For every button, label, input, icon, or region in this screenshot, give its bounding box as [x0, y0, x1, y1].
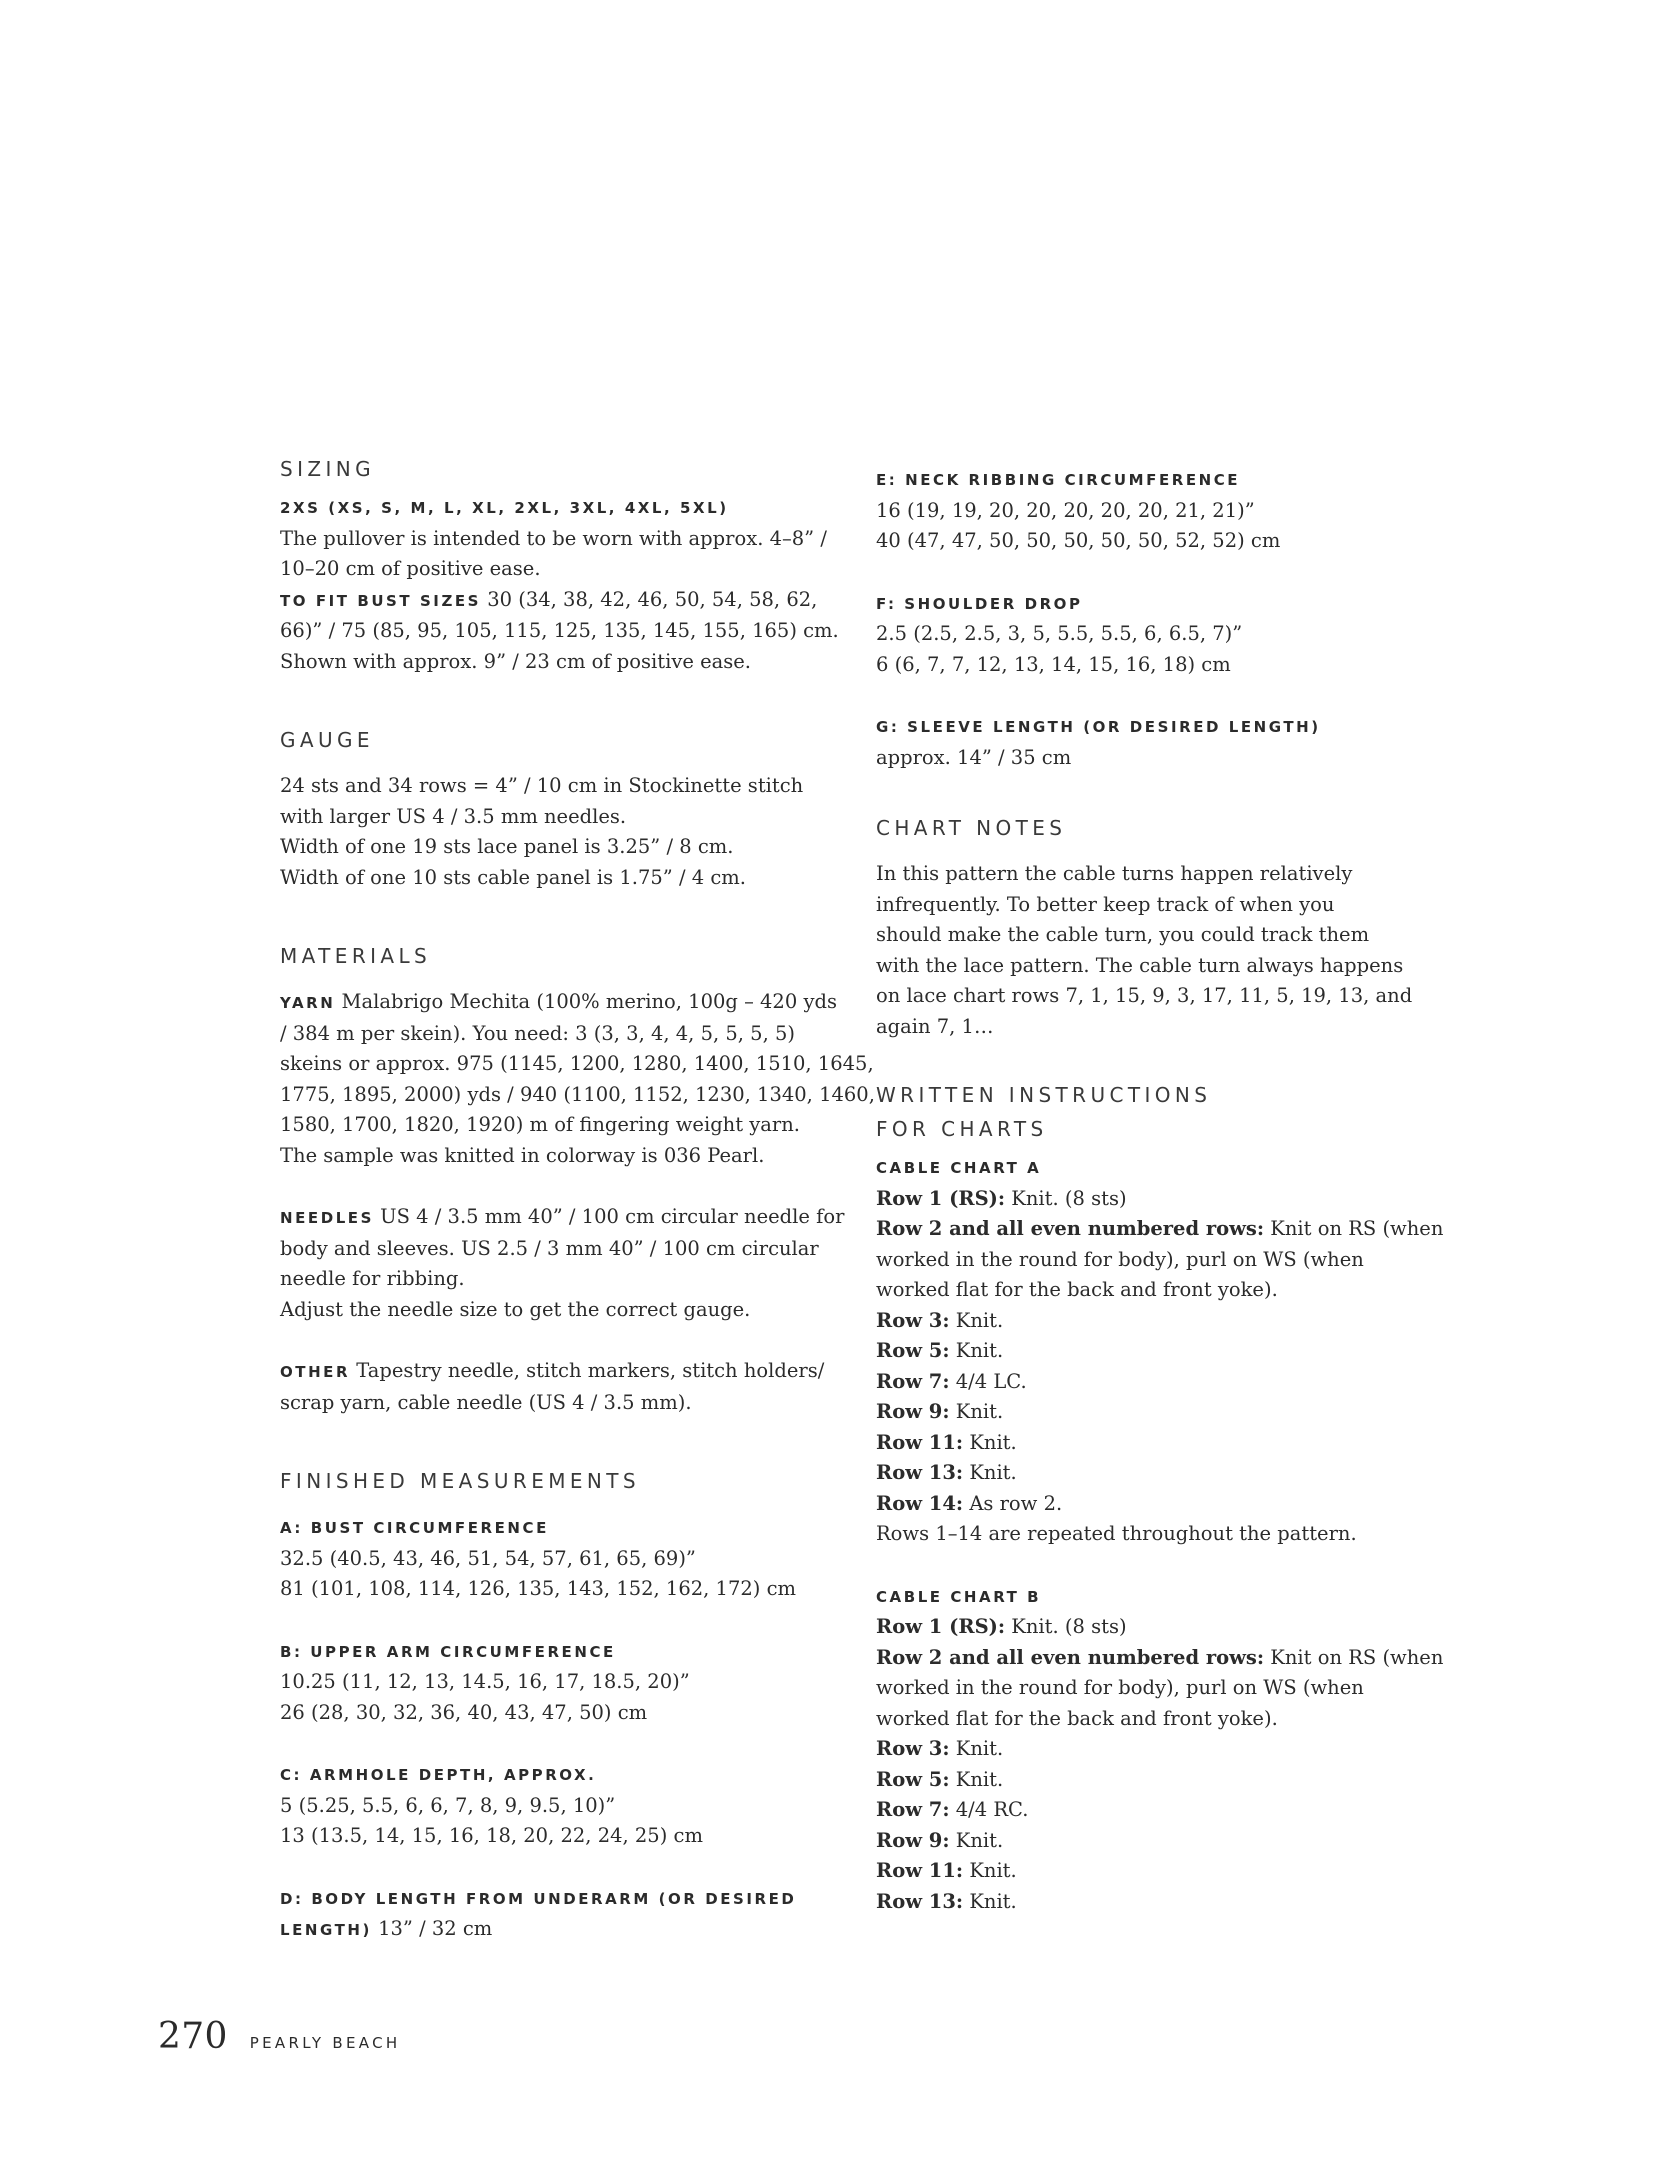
left-column — [280, 452, 875, 1946]
row-label: Row 3: — [876, 1308, 950, 1332]
row-label: Row 1 (RS): — [876, 1615, 1006, 1638]
text-line: with larger US 4 / 3.5 mm needles. — [280, 804, 627, 828]
section-title-chart-notes: CHART NOTES — [876, 816, 1067, 840]
text-line: worked flat for the back and front yoke). — [876, 1278, 1278, 1301]
text-line: In this pattern the cable turns happen relatively — [876, 862, 1353, 885]
text-line: 10–20 cm of positive ease. — [280, 557, 541, 580]
section-title-sizing: SIZING — [280, 457, 376, 481]
text-line: Width of one 10 sts cable panel is 1.75” / 4 cm. — [280, 865, 746, 889]
instruction-row — [876, 1428, 1436, 1459]
row-label: Row 11: — [876, 1859, 964, 1882]
cable-chart-b-label: CABLE CHART B — [876, 1587, 1042, 1606]
row-label: Row 7: — [876, 1798, 950, 1821]
other-line — [280, 1356, 840, 1388]
row-label: Row 2 and all even numbered rows: — [876, 1645, 1265, 1669]
instruction-row — [876, 1397, 1436, 1428]
text-line: The sample was knitted in colorway is 036 Pearl. — [280, 1143, 765, 1167]
measurement-d-value-line — [280, 1914, 840, 1946]
cable-chart-a-label: CABLE CHART A — [876, 1159, 1042, 1177]
right-column — [876, 464, 1444, 1917]
instruction-row — [876, 1765, 1436, 1796]
row-text: Knit. — [963, 1859, 1017, 1882]
row-label: Row 1 (RS): — [876, 1186, 1006, 1210]
instruction-row — [876, 1184, 1436, 1215]
text-line: 16 (19, 19, 20, 20, 20, 20, 20, 21, 21)” — [876, 498, 1255, 522]
text-line: 81 (101, 108, 114, 126, 135, 143, 152, 162, 172) cm — [280, 1577, 796, 1600]
row-label: Row 13: — [876, 1889, 964, 1913]
measurement-g-label-line — [876, 711, 1436, 743]
measurement-a-label: A: BUST CIRCUMFERENCE — [280, 1519, 549, 1537]
measurement-g-label: G: SLEEVE LENGTH (OR DESIRED LENGTH) — [876, 718, 1321, 736]
measurement-e-label: E: NECK RIBBING CIRCUMFERENCE — [876, 471, 1241, 489]
section-title-written-instructions: WRITTEN INSTRUCTIONS — [876, 1083, 1212, 1107]
row-label: Row 14: — [876, 1491, 964, 1515]
running-title: PEARLY BEACH — [249, 2034, 401, 2052]
instruction-row — [876, 1367, 1436, 1398]
row-text: 4/4 LC. — [949, 1369, 1027, 1393]
text-line: worked in the round for body), purl on WS (when — [876, 1676, 1364, 1699]
text-line: 10.25 (11, 12, 13, 14.5, 16, 17, 18.5, 20)” — [280, 1670, 690, 1693]
measurement-b-label: B: UPPER ARM CIRCUMFERENCE — [280, 1642, 616, 1661]
page-footer — [158, 2016, 400, 2057]
measurement-a-label-line — [280, 1512, 840, 1544]
row-label: Row 5: — [876, 1767, 950, 1791]
text-line: Rows 1–14 are repeated throughout the pattern. — [876, 1522, 1357, 1545]
needles-value: US 4 / 3.5 mm 40” / 100 cm circular needle for — [373, 1205, 845, 1228]
yarn-label: YARN — [280, 994, 336, 1012]
text-line: 26 (28, 30, 32, 36, 40, 43, 47, 50) cm — [280, 1700, 648, 1724]
text-line: Width of one 19 sts lace panel is 3.25” / 8 cm. — [280, 835, 734, 858]
row-text: As row 2. — [963, 1491, 1063, 1515]
text-line: The pullover is intended to be worn with approx. 4–8” / — [280, 526, 827, 550]
bust-value: 30 (34, 38, 42, 46, 50, 54, 58, 62, — [481, 587, 818, 611]
section-title-for-charts: FOR CHARTS — [876, 1117, 1048, 1141]
section-title-materials: MATERIALS — [280, 944, 432, 968]
instruction-row — [876, 1306, 1436, 1337]
row-label: Row 5: — [876, 1339, 950, 1362]
needles-line — [280, 1202, 845, 1234]
instruction-row — [876, 1826, 1436, 1857]
row-text: Knit. — [949, 1828, 1004, 1852]
instruction-row — [876, 1856, 1436, 1887]
row-text: Knit. — [949, 1308, 1004, 1332]
measurement-d-label: D: BODY LENGTH FROM UNDERARM (OR DESIRED — [280, 1889, 797, 1908]
text-line: with the lace pattern. The cable turn always happens — [876, 953, 1404, 977]
text-line: / 384 m per skein). You need: 3 (3, 3, 4, 4, 5, 5, 5, 5) — [280, 1021, 795, 1045]
needles-label: NEEDLES — [280, 1209, 374, 1227]
other-label: OTHER — [280, 1363, 351, 1381]
text-line: 1775, 1895, 2000) yds / 940 (1100, 1152, 1230, 1340, 1460, — [280, 1082, 875, 1106]
measurement-d-label-line — [280, 1883, 840, 1915]
row-text: Knit. (8 sts) — [1005, 1615, 1127, 1638]
row-label: Row 11: — [876, 1430, 964, 1454]
text-line: approx. 14” / 35 cm — [876, 745, 1072, 769]
bust-line — [280, 585, 840, 617]
text-line: Adjust the needle size to get the correct gauge. — [280, 1297, 751, 1321]
measurement-f-label: F: SHOULDER DROP — [876, 594, 1083, 613]
text-line: infrequently. To better keep track of when you — [876, 892, 1335, 916]
text-line: Shown with approx. 9” / 23 cm of positive ease. — [280, 649, 751, 673]
cable-chart-a-label-line — [876, 1152, 1436, 1184]
text-line: skeins or approx. 975 (1145, 1200, 1280, 1400, 1510, 1645, — [280, 1052, 874, 1075]
row-text: Knit. (8 sts) — [1005, 1186, 1127, 1210]
instruction-row — [876, 1612, 1436, 1643]
text-line: 5 (5.25, 5.5, 6, 6, 7, 8, 9, 9.5, 10)” — [280, 1793, 616, 1817]
text-line: 2.5 (2.5, 2.5, 3, 5, 5.5, 5.5, 6, 6.5, 7)” — [876, 622, 1243, 645]
row-text: Knit. — [949, 1400, 1004, 1423]
row-text: Knit on RS (when — [1264, 1645, 1444, 1669]
instruction-row — [876, 1458, 1436, 1489]
sizes-line — [280, 492, 840, 524]
row-text: Knit. — [949, 1767, 1004, 1791]
text-line: body and sleeves. US 2.5 / 3 mm 40” / 100 cm circular — [280, 1236, 819, 1260]
row-label: Row 2 and all even numbered rows: — [876, 1217, 1265, 1240]
row-text: Knit. — [963, 1461, 1017, 1484]
row-label: Row 9: — [876, 1828, 950, 1852]
text-line: again 7, 1… — [876, 1014, 994, 1038]
row-label: Row 13: — [876, 1461, 964, 1484]
text-line: 24 sts and 34 rows = 4” / 10 cm in Stockinette stitch — [280, 774, 804, 797]
text-line: 6 (6, 7, 7, 12, 13, 14, 15, 16, 18) cm — [876, 652, 1231, 676]
measurement-d-value: 13” / 32 cm — [371, 1917, 493, 1940]
row-label: Row 7: — [876, 1369, 950, 1393]
other-value: Tapestry needle, stitch markers, stitch holders/ — [350, 1359, 825, 1382]
measurement-c-label-line — [280, 1759, 840, 1791]
text-line: 66)” / 75 (85, 95, 105, 115, 125, 135, 145, 155, 165) cm. — [280, 619, 839, 642]
measurement-f-label-line — [876, 588, 1436, 620]
instruction-row — [876, 1336, 1436, 1367]
row-text: Knit. — [963, 1430, 1017, 1454]
row-text: Knit. — [949, 1737, 1004, 1760]
instruction-row — [876, 1887, 1436, 1918]
text-line: needle for ribbing. — [280, 1267, 465, 1290]
row-label: Row 9: — [876, 1400, 950, 1423]
text-line: 40 (47, 47, 50, 50, 50, 50, 50, 52, 52) cm — [876, 529, 1281, 552]
bust-label: TO FIT BUST SIZES — [280, 591, 482, 610]
yarn-value: Malabrigo Mechita (100% merino, 100g – 420 yds — [335, 990, 837, 1013]
instruction-row — [876, 1795, 1436, 1826]
text-line: 13 (13.5, 14, 15, 16, 18, 20, 22, 24, 25) cm — [280, 1824, 703, 1847]
measurement-c-label: C: ARMHOLE DEPTH, APPROX. — [280, 1766, 597, 1784]
instruction-row — [876, 1489, 1436, 1520]
row-text: Knit. — [949, 1339, 1004, 1362]
cable-chart-b-label-line — [876, 1581, 1436, 1613]
section-title-gauge: GAUGE — [280, 728, 374, 752]
section-title-finished-measurements: FINISHED MEASUREMENTS — [280, 1469, 640, 1493]
row-text: Knit on RS (when — [1264, 1217, 1444, 1240]
text-line: worked flat for the back and front yoke). — [876, 1706, 1278, 1730]
instruction-row — [876, 1734, 1436, 1765]
measurement-e-label-line — [876, 464, 1436, 496]
text-line: 32.5 (40.5, 43, 46, 51, 54, 57, 61, 65, 69)” — [280, 1546, 696, 1570]
instruction-row — [876, 1214, 1444, 1245]
text-line: scrap yarn, cable needle (US 4 / 3.5 mm). — [280, 1390, 692, 1414]
text-line: on lace chart rows 7, 1, 15, 9, 3, 17, 11, 5, 19, 13, and — [876, 984, 1413, 1007]
row-text: 4/4 RC. — [949, 1798, 1029, 1821]
measurement-d-label-cont: LENGTH) — [280, 1921, 372, 1939]
text-line: should make the cable turn, you could track them — [876, 923, 1370, 946]
instruction-row — [876, 1643, 1444, 1674]
measurement-b-label-line — [280, 1636, 840, 1668]
page-number: 270 — [158, 2016, 228, 2057]
row-label: Row 3: — [876, 1737, 950, 1760]
text-line: worked in the round for body), purl on WS (when — [876, 1247, 1364, 1271]
sizes-label: 2XS (XS, S, M, L, XL, 2XL, 3XL, 4XL, 5XL) — [280, 499, 729, 517]
text-line: 1580, 1700, 1820, 1920) m of fingering weight yarn. — [280, 1113, 800, 1136]
row-text: Knit. — [963, 1889, 1017, 1913]
yarn-line — [280, 987, 840, 1019]
